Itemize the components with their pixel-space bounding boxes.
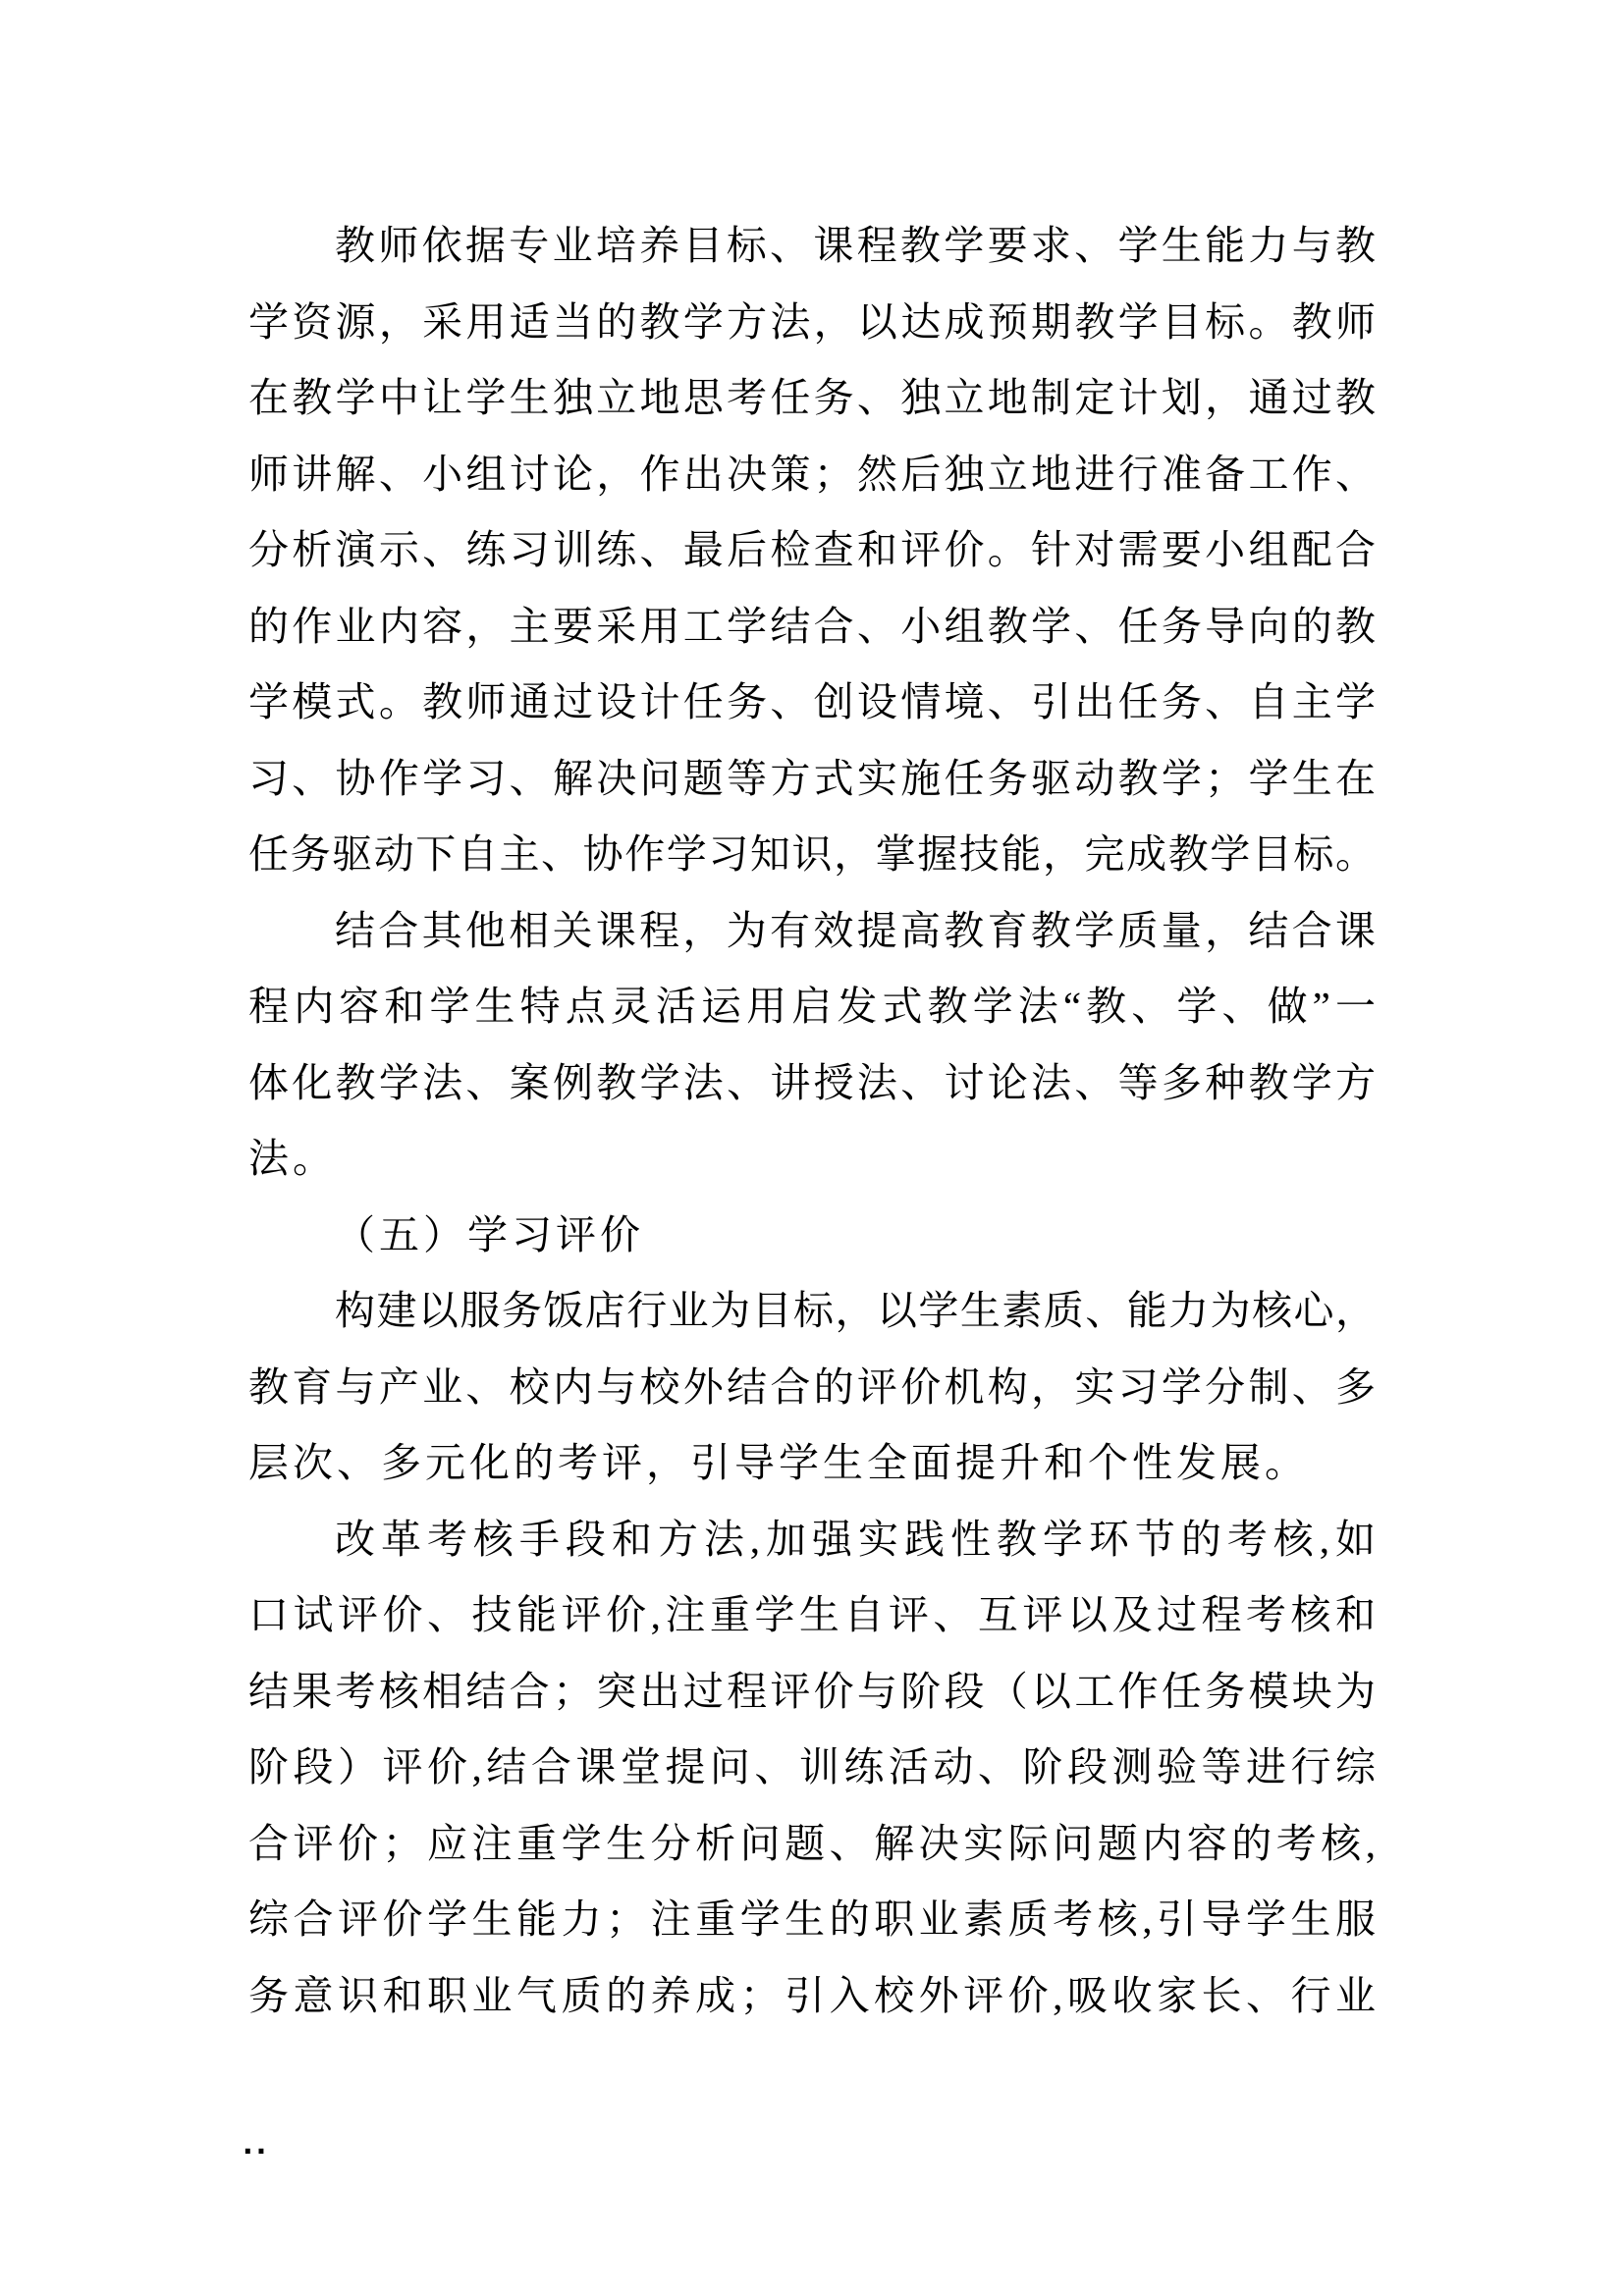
text-line: 阶段）评价,结合课堂提问、训练活动、阶段测验等进行综 <box>248 1744 1376 1789</box>
text-line: 法。 <box>248 1136 337 1181</box>
text-line: 教师依据专业培养目标、课程教学要求、学生能力与教 <box>335 223 1376 268</box>
text-line: 改革考核手段和方法,加强实践性教学环节的考核,如 <box>335 1516 1376 1562</box>
text-line: 习、协作学习、解决问题等方式实施任务驱动教学；学生在 <box>248 755 1376 801</box>
text-line: 任务驱动下自主、协作学习知识，掌握技能，完成教学目标。 <box>248 831 1376 877</box>
footer-mark: .. <box>243 2128 270 2161</box>
text-line: 口试评价、技能评价,注重学生自评、互评以及过程考核和 <box>248 1592 1376 1637</box>
text-line: 结合其他相关课程，为有效提高教育教学质量，结合课 <box>335 907 1376 953</box>
text-block <box>248 208 1376 2034</box>
text-line: 构建以服务饭店行业为目标，以学生素质、能力为核心， <box>335 1288 1376 1333</box>
text-line: 综合评价学生能力；注重学生的职业素质考核,引导学生服 <box>248 1896 1376 1942</box>
text-line: 体化教学法、案例教学法、讲授法、讨论法、等多种教学方 <box>248 1059 1376 1105</box>
section-heading: （五）学习评价 <box>335 1211 644 1257</box>
text-line: 结果考核相结合；突出过程评价与阶段（以工作任务模块为 <box>248 1668 1376 1714</box>
text-line: 层次、多元化的考评，引导学生全面提升和个性发展。 <box>248 1440 1309 1485</box>
text-line: 师讲解、小组讨论，作出决策；然后独立地进行准备工作、 <box>248 451 1376 497</box>
text-line: 务意识和职业气质的养成；引入校外评价,吸收家长、行业 <box>248 1972 1376 2018</box>
text-line: 程内容和学生特点灵活运用启发式教学法“教、学、做”一 <box>248 984 1376 1029</box>
text-line: 的作业内容，主要采用工学结合、小组教学、任务导向的教 <box>248 603 1376 649</box>
text-line: 教育与产业、校内与校外结合的评价机构，实习学分制、多 <box>248 1363 1376 1410</box>
text-line: 学模式。教师通过设计任务、创设情境、引出任务、自主学 <box>248 679 1376 724</box>
text-line: 在教学中让学生独立地思考任务、独立地制定计划，通过教 <box>248 375 1376 420</box>
text-line: 学资源，采用适当的教学方法，以达成预期教学目标。教师 <box>248 298 1376 345</box>
text-line: 分析演示、练习训练、最后检查和评价。针对需要小组配合 <box>248 527 1376 572</box>
text-line: 合评价；应注重学生分析问题、解决实际问题内容的考核, <box>248 1820 1376 1866</box>
